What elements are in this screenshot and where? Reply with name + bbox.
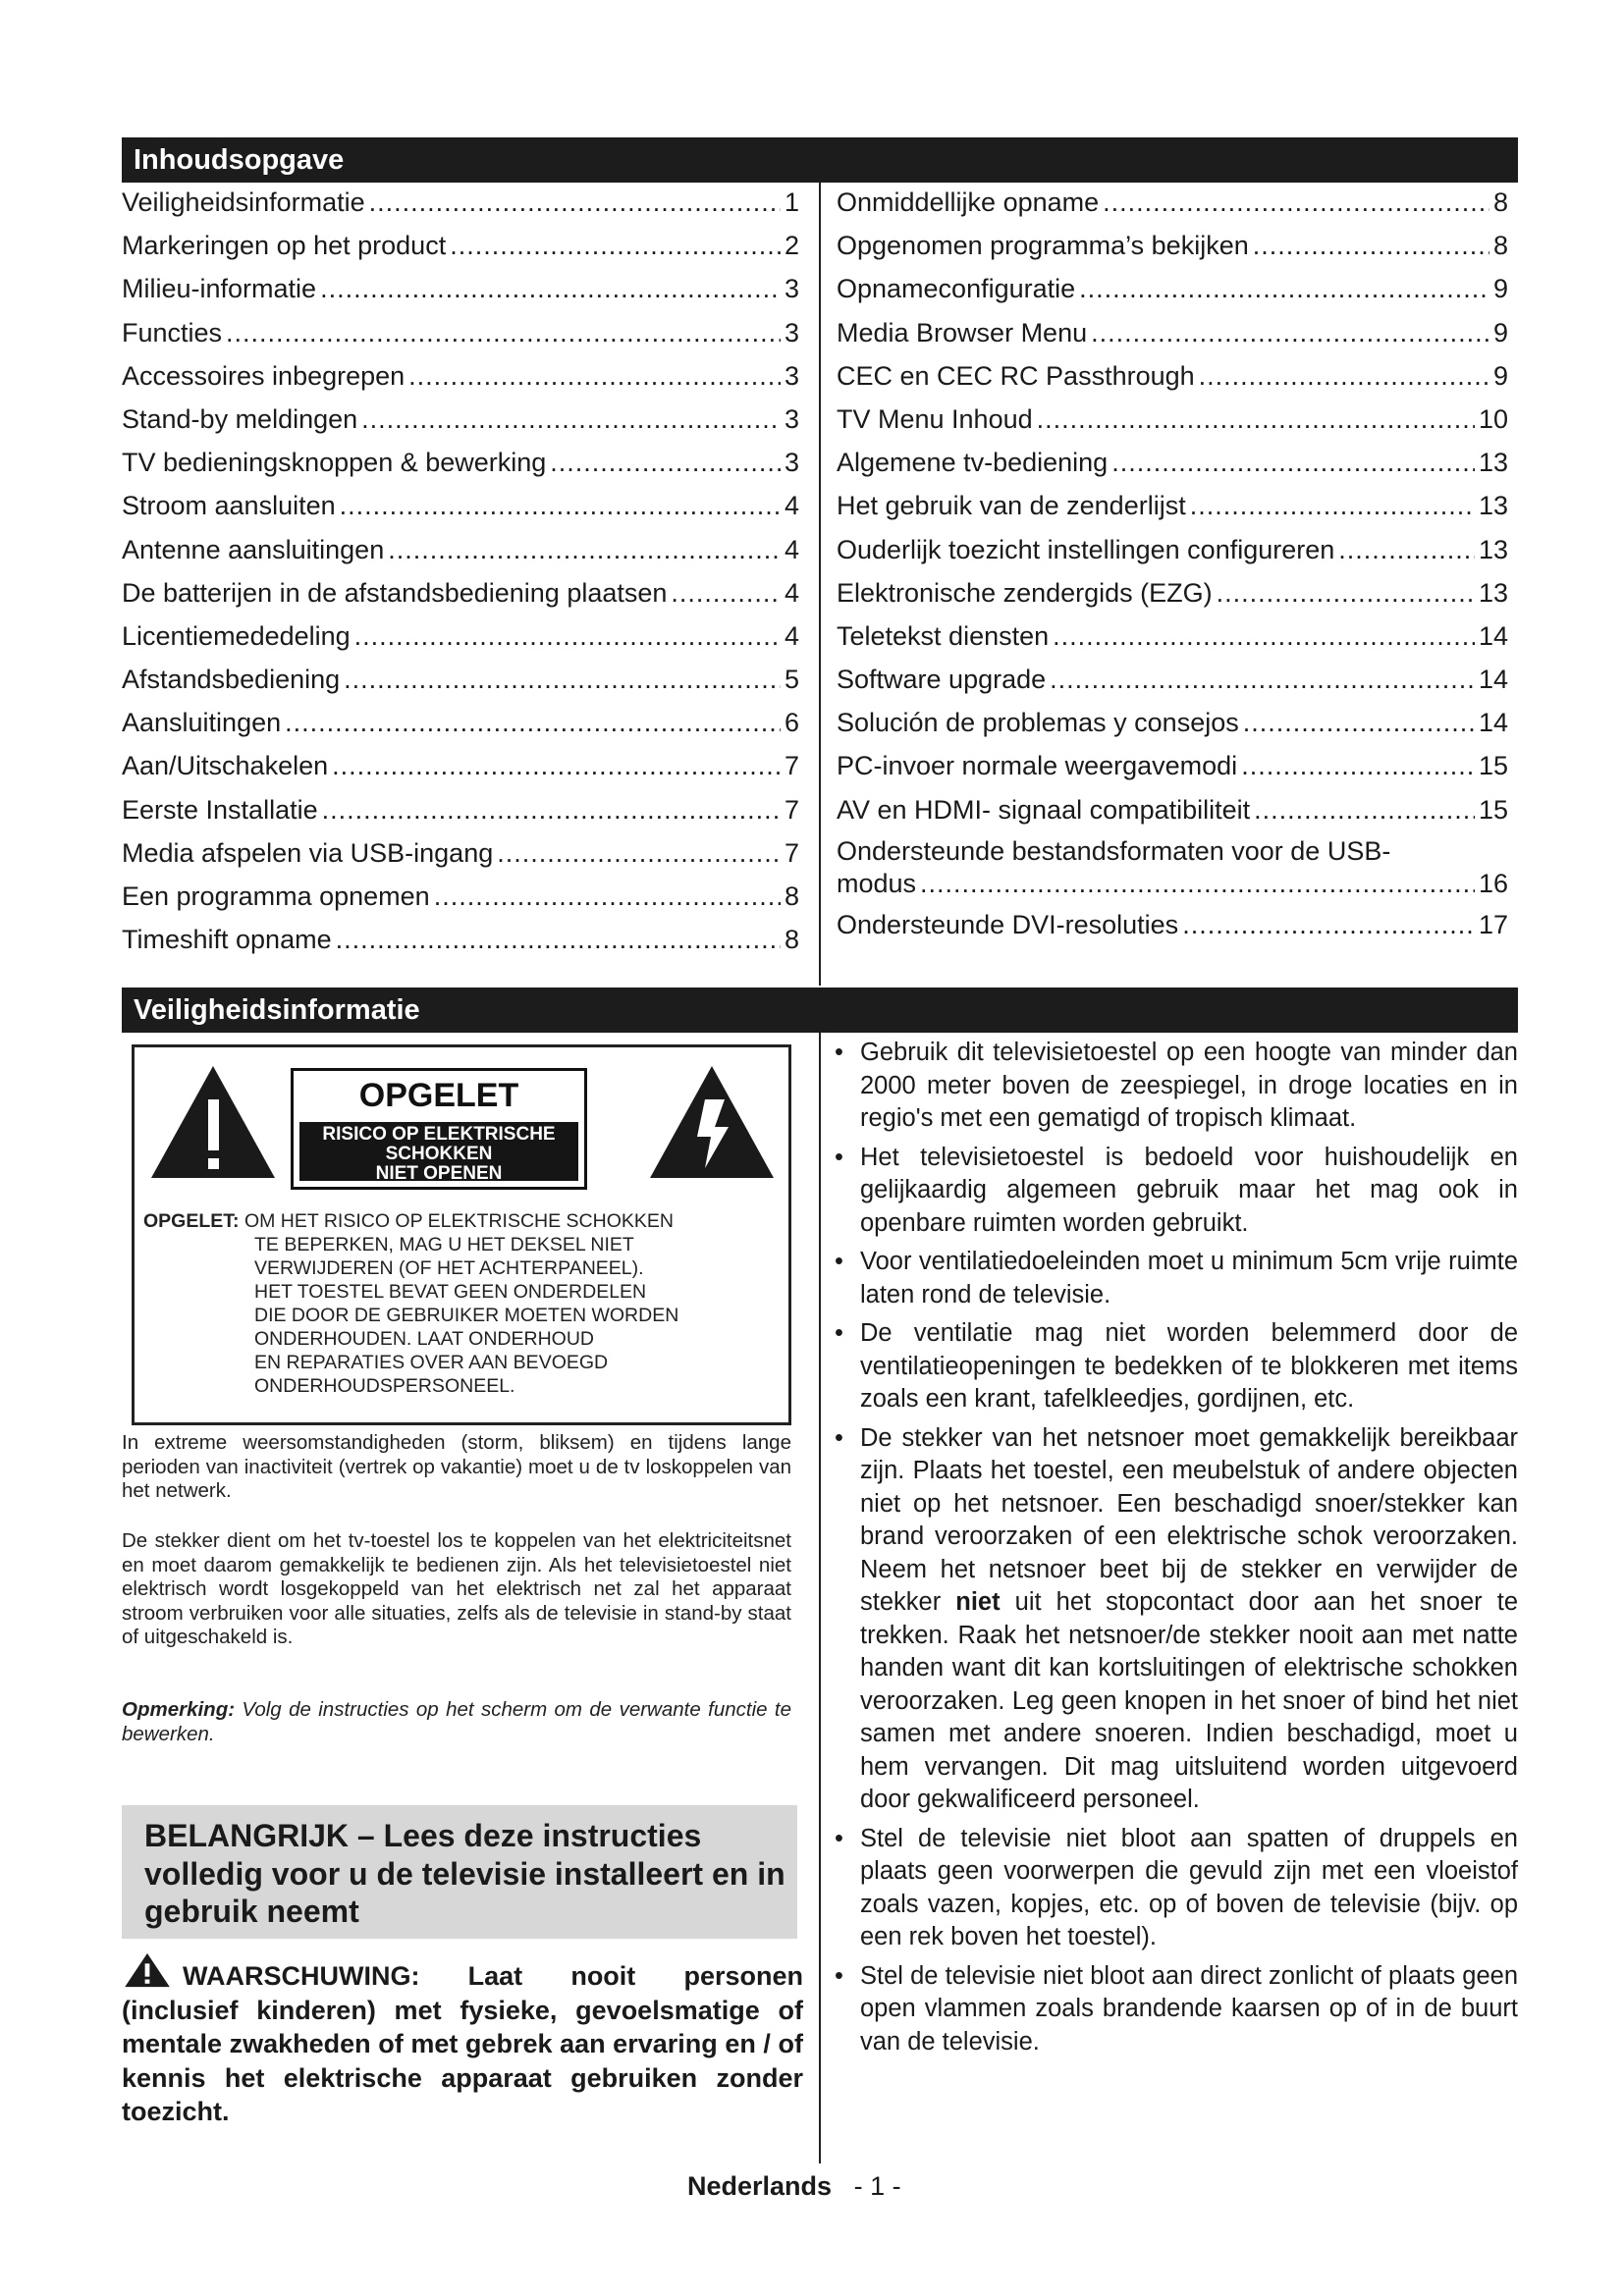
toc-entry-title: Timeshift opname <box>122 925 332 955</box>
toc-entry-title: Software upgrade <box>837 665 1047 695</box>
toc-entry-title: Markeringen op het product <box>122 231 447 261</box>
note-label: Opmerking: <box>122 1698 236 1721</box>
toc-leader-dots <box>1217 571 1475 614</box>
caution-line: HET TOESTEL BEVAT GEEN ONDERDELEN <box>254 1281 647 1303</box>
toc-right-column <box>837 181 1508 946</box>
caution-lead: OPGELET: <box>143 1210 240 1232</box>
toc-entry-page: 3 <box>784 360 799 391</box>
toc-leader-dots <box>1338 528 1475 571</box>
safety-heading: Veiligheidsinformatie <box>134 994 420 1026</box>
caution-line: ONDERHOUDEN. LAAT ONDERHOUD <box>254 1328 594 1350</box>
toc-entry <box>122 918 799 961</box>
toc-entry <box>837 484 1508 527</box>
toc-entry-page: 4 <box>784 620 799 651</box>
toc-entry <box>122 571 799 614</box>
toc-entry <box>837 224 1508 267</box>
toc-leader-dots <box>671 571 781 614</box>
toc-entry-title: Stroom aansluiten <box>122 491 336 521</box>
toc-entry-title: De batterijen in de afstandsbediening plaatsen <box>122 577 668 608</box>
toc-entry-title: Licentiemededeling <box>122 620 351 651</box>
toc-entry <box>122 441 799 484</box>
toc-entry-title: Onmiddellijke opname <box>837 187 1100 217</box>
caution-line: EN REPARATIES OVER AAN BEVOEGD <box>254 1352 609 1373</box>
toc-entry-page: 10 <box>1478 403 1508 434</box>
toc-entry <box>837 571 1508 614</box>
toc-entry <box>837 181 1508 224</box>
toc-entry-page: 5 <box>784 665 799 695</box>
toc-leader-dots <box>1050 658 1475 701</box>
caution-line: OM HET RISICO OP ELEKTRISCHE SCHOKKEN <box>244 1210 674 1232</box>
toc-leader-dots <box>340 484 781 527</box>
toc-entry-title: Solución de problemas y consejos <box>837 708 1239 738</box>
toc-leader-dots <box>1182 903 1475 946</box>
caution-label <box>291 1068 587 1190</box>
toc-entry-title: PC-invoer normale weergavemodi <box>837 751 1238 781</box>
toc-entry-title: Antenne aansluitingen <box>122 534 385 564</box>
list-item-text: De stekker van het netsnoer moet gemakkelijk bereikbaar zijn. Plaats het toestel, een meubelstuk of andere objecten niet op het netsnoer. Een beschadigd snoer/stekker kan brand veroorzaken of een elektrische schok veroorzaken. Neem het netsnoer beet bij de stekker en verwijder de stekker <box>860 1423 1518 1616</box>
list-item: • Gebruik dit televisietoestel op een hoogte van minder dan 2000 meter boven de zeespiegel, in droge locaties en in regio's met een gematigd of tropisch klimaat. <box>831 1037 1518 1136</box>
toc-leader-dots <box>497 831 781 875</box>
toc-entry-title: Elektronische zendergids (EZG) <box>837 577 1213 608</box>
toc-entry-title: TV bedieningsknoppen & bewerking <box>122 448 547 478</box>
toc-entry-title: Teletekst diensten <box>837 620 1050 651</box>
toc-leader-dots <box>322 788 781 831</box>
toc-leader-dots <box>1253 224 1489 267</box>
safety-bullet-list <box>831 1037 1518 2064</box>
toc-entry <box>122 267 799 310</box>
toc-entry-page: 14 <box>1478 620 1508 651</box>
toc-entry-title: Opgenomen programma’s bekijken <box>837 231 1249 261</box>
warning-triangle-icon <box>122 1951 173 1989</box>
toc-leader-dots <box>920 868 1475 900</box>
toc-leader-dots <box>332 744 781 787</box>
toc-entry-title: CEC en CEC RC Passthrough <box>837 360 1195 391</box>
toc-leader-dots <box>361 398 781 441</box>
toc-entry-page: 13 <box>1478 577 1508 608</box>
plug-paragraph: De stekker dient om het tv-toestel los te koppelen van het elektriciteitsnet en moet daarom gemakkelijk te bedienen zijn. Als het televisietoestel niet elektrisch wordt losgekoppeld van het elektrisch net zal het apparaat stroom verbruiken voor alle situaties, zelfs als de televisie in stand-by staat of uitgeschakeld is. <box>122 1529 791 1648</box>
toc-entry-title: TV Menu Inhoud <box>837 403 1033 434</box>
list-item: • Het televisietoestel is bedoeld voor huishoudelijk en gelijkaardig algemeen gebruik maar het mag ook in openbare ruimten worden gebruikt. <box>831 1142 1518 1241</box>
toc-entry-title: Milieu-informatie <box>122 274 317 304</box>
toc-entry <box>122 224 799 267</box>
toc-entry <box>122 181 799 224</box>
caution-title: OPGELET <box>358 1077 519 1114</box>
caution-subtitle-line: SCHOKKEN <box>385 1144 493 1164</box>
toc-leader-dots <box>434 875 781 918</box>
exclamation-warning-icon <box>147 1062 279 1182</box>
toc-entry-page: 4 <box>784 577 799 608</box>
toc-entry-page: 3 <box>784 317 799 347</box>
toc-leader-dots <box>1079 267 1489 310</box>
toc-leader-dots <box>320 267 781 310</box>
toc-entry <box>122 311 799 354</box>
toc-entry <box>122 528 799 571</box>
page-footer <box>687 2171 901 2202</box>
toc-entry <box>837 311 1508 354</box>
toc-entry-page: 3 <box>784 448 799 478</box>
toc-leader-dots <box>1111 441 1475 484</box>
toc-divider <box>819 183 821 986</box>
toc-entry-page: 16 <box>1478 868 1508 898</box>
toc-entry-title: modus <box>837 868 917 898</box>
toc-entry <box>837 701 1508 744</box>
toc-entry <box>122 614 799 658</box>
toc-entry <box>837 354 1508 398</box>
toc-entry-title: Opnameconfiguratie <box>837 274 1076 304</box>
toc-entry <box>122 484 799 527</box>
toc-entry-page: 8 <box>1492 231 1508 261</box>
toc-entry <box>837 528 1508 571</box>
toc-leader-dots <box>336 918 781 961</box>
toc-entry-page: 7 <box>784 794 799 825</box>
toc-heading-bar <box>122 137 1518 183</box>
safety-divider <box>819 1033 821 2163</box>
toc-entry-title: Ouderlijk toezicht instellingen configureren <box>837 534 1335 564</box>
toc-entry-title: Aansluitingen <box>122 708 282 738</box>
toc-leader-dots <box>1254 788 1475 831</box>
toc-entry <box>837 744 1508 787</box>
toc-leader-dots <box>1241 744 1475 787</box>
page-number: - 1 - <box>853 2171 901 2201</box>
warning-text: WAARSCHUWING: Laat nooit personen (inclusief kinderen) met fysieke, gevoelsmatige of mentale zwakheden of met gebrek aan ervaring en / of kennis het elektrische apparaat gebruiken zonder toezicht. <box>122 1961 803 2126</box>
caution-line: VERWIJDEREN (OF HET ACHTERPANEEL). <box>254 1257 644 1279</box>
important-box: BELANGRIJK – Lees deze instructies volledig voor u de televisie installeert en in gebruik neemt <box>122 1805 797 1939</box>
toc-entry-page: 7 <box>784 751 799 781</box>
caution-line: ONDERHOUDSPERSONEEL. <box>254 1375 515 1397</box>
toc-entry-page: 13 <box>1478 448 1508 478</box>
toc-entry-page: 6 <box>784 708 799 738</box>
toc-entry <box>122 658 799 701</box>
warning-paragraph <box>122 1951 803 2129</box>
toc-entry-page: 8 <box>1492 187 1508 217</box>
toc-entry-page: 14 <box>1478 665 1508 695</box>
toc-entry-page: 2 <box>784 231 799 261</box>
toc-entry-line <box>837 868 1508 900</box>
toc-entry-page: 13 <box>1478 491 1508 521</box>
toc-entry-page: 14 <box>1478 708 1508 738</box>
safety-heading-bar <box>122 988 1518 1033</box>
list-item: • Stel de televisie niet bloot aan direct zonlicht of plaats geen open vlammen zoals brandende kaarsen op of in de buurt van de televisie. <box>831 1960 1518 2059</box>
toc-entry <box>122 744 799 787</box>
toc-entry-title: AV en HDMI- signaal compatibiliteit <box>837 794 1251 825</box>
caution-subtitle-line: NIET OPENEN <box>375 1163 503 1184</box>
toc-leader-dots <box>1053 614 1475 658</box>
toc-entry-page: 4 <box>784 491 799 521</box>
toc-entry-title: Aan/Uitschakelen <box>122 751 329 781</box>
toc-leader-dots <box>1103 181 1489 224</box>
note-paragraph <box>122 1698 791 1746</box>
list-item: • De ventilatie mag niet worden belemmerd door de ventilatieopeningen te bedekken of te blokkeren met items zoals een krant, tafelkleedjes, gordijnen, etc. <box>831 1317 1518 1416</box>
toc-entry <box>837 398 1508 441</box>
toc-leader-dots <box>354 614 781 658</box>
toc-heading: Inhoudsopgave <box>134 144 345 176</box>
toc-leader-dots <box>344 658 781 701</box>
toc-entry-page: 4 <box>784 534 799 564</box>
toc-entry <box>837 903 1508 946</box>
toc-entry <box>837 831 1508 903</box>
toc-entry-title: Veiligheidsinformatie <box>122 187 365 217</box>
list-item: • Voor ventilatiedoeleinden moet u minimum 5cm vrije ruimte laten rond de televisie. <box>831 1246 1518 1311</box>
toc-entry-title: Ondersteunde bestandsformaten voor de USB- <box>837 835 1391 866</box>
toc-entry-title: Afstandsbediening <box>122 665 341 695</box>
note-text: Volg de instructies op het scherm om de verwante functie te bewerken. <box>122 1698 791 1745</box>
toc-leader-dots <box>1190 484 1475 527</box>
toc-entry-title: Media Browser Menu <box>837 317 1088 347</box>
electric-shock-warning-icon <box>646 1062 778 1182</box>
caution-line: DIE DOOR DE GEBRUIKER MOETEN WORDEN <box>254 1305 679 1326</box>
toc-entry-page: 3 <box>784 403 799 434</box>
weather-paragraph: In extreme weersomstandigheden (storm, bliksem) en tijdens lange perioden van inactiviteit (vertrek op vakantie) moet u de tv loskoppelen van het netwerk. <box>122 1431 791 1502</box>
toc-entry-page: 9 <box>1492 274 1508 304</box>
caution-text <box>143 1209 782 1398</box>
toc-entry-title: Media afspelen via USB-ingang <box>122 837 494 868</box>
toc-entry <box>837 441 1508 484</box>
toc-entry <box>122 398 799 441</box>
toc-leader-dots <box>1037 398 1475 441</box>
toc-entry-page: 13 <box>1478 534 1508 564</box>
toc-entry <box>837 614 1508 658</box>
toc-entry-title: Ondersteunde DVI-resoluties <box>837 909 1179 939</box>
caution-subtitle-line: RISICO OP ELEKTRISCHE <box>322 1124 556 1145</box>
toc-entry-page: 7 <box>784 837 799 868</box>
toc-leader-dots <box>1091 311 1489 354</box>
toc-leader-dots <box>226 311 781 354</box>
toc-entry <box>122 875 799 918</box>
toc-entry-title: Een programma opnemen <box>122 881 430 911</box>
toc-leader-dots <box>388 528 781 571</box>
toc-entry <box>122 788 799 831</box>
toc-entry-page: 8 <box>784 925 799 955</box>
toc-entry-page: 17 <box>1478 909 1508 939</box>
toc-entry <box>837 658 1508 701</box>
toc-entry-title: Stand-by meldingen <box>122 403 358 434</box>
toc-entry-page: 3 <box>784 274 799 304</box>
toc-leader-dots <box>1243 701 1475 744</box>
footer-language: Nederlands <box>687 2171 833 2201</box>
toc-entry <box>837 267 1508 310</box>
toc-entry-title: Eerste Installatie <box>122 794 318 825</box>
toc-entry-page: 8 <box>784 881 799 911</box>
toc-entry-title: Het gebruik van de zenderlijst <box>837 491 1186 521</box>
toc-entry <box>837 788 1508 831</box>
list-item: • Stel de televisie niet bloot aan spatten of druppels en plaats geen voorwerpen die gevuld zijn met een vloeistof zoals vazen, kopjes, etc. op of boven de televisie (bijv. op een rek boven het toestel). <box>831 1823 1518 1954</box>
toc-leader-dots <box>1199 354 1489 398</box>
toc-entry-page: 15 <box>1478 751 1508 781</box>
toc-entry <box>122 831 799 875</box>
toc-entry-page: 9 <box>1492 317 1508 347</box>
toc-leader-dots <box>285 701 781 744</box>
toc-left-column <box>122 181 799 961</box>
caution-line: TE BEPERKEN, MAG U HET DEKSEL NIET <box>254 1234 634 1255</box>
toc-entry <box>122 701 799 744</box>
toc-leader-dots <box>408 354 781 398</box>
toc-leader-dots <box>450 224 781 267</box>
toc-entry-title: Algemene tv-bediening <box>837 448 1109 478</box>
toc-entry <box>122 354 799 398</box>
caution-subtitle <box>299 1122 578 1184</box>
toc-entry-page: 9 <box>1492 360 1508 391</box>
toc-leader-dots <box>369 181 781 224</box>
toc-entry-page: 1 <box>784 187 799 217</box>
list-item-text: uit het stopcontact door aan het snoer te trekken. Raak het netsnoer/de stekker nooit aan met natte handen want dit kan kortsluitingen of elektrische schokken veroorzaken. Leg geen knopen in het snoer of bind het niet samen met andere snoeren. Indien beschadigd, moet u hem vervangen. Dit mag uitsluitend worden uitgevoerd door gekwalificeerd personeel. <box>860 1588 1518 1813</box>
toc-leader-dots <box>550 441 781 484</box>
toc-entry-title: Accessoires inbegrepen <box>122 360 406 391</box>
list-item <box>831 1422 1518 1817</box>
toc-entry-title: Functies <box>122 317 223 347</box>
list-item-emphasis: niet <box>955 1588 1001 1616</box>
toc-entry-page: 15 <box>1478 794 1508 825</box>
